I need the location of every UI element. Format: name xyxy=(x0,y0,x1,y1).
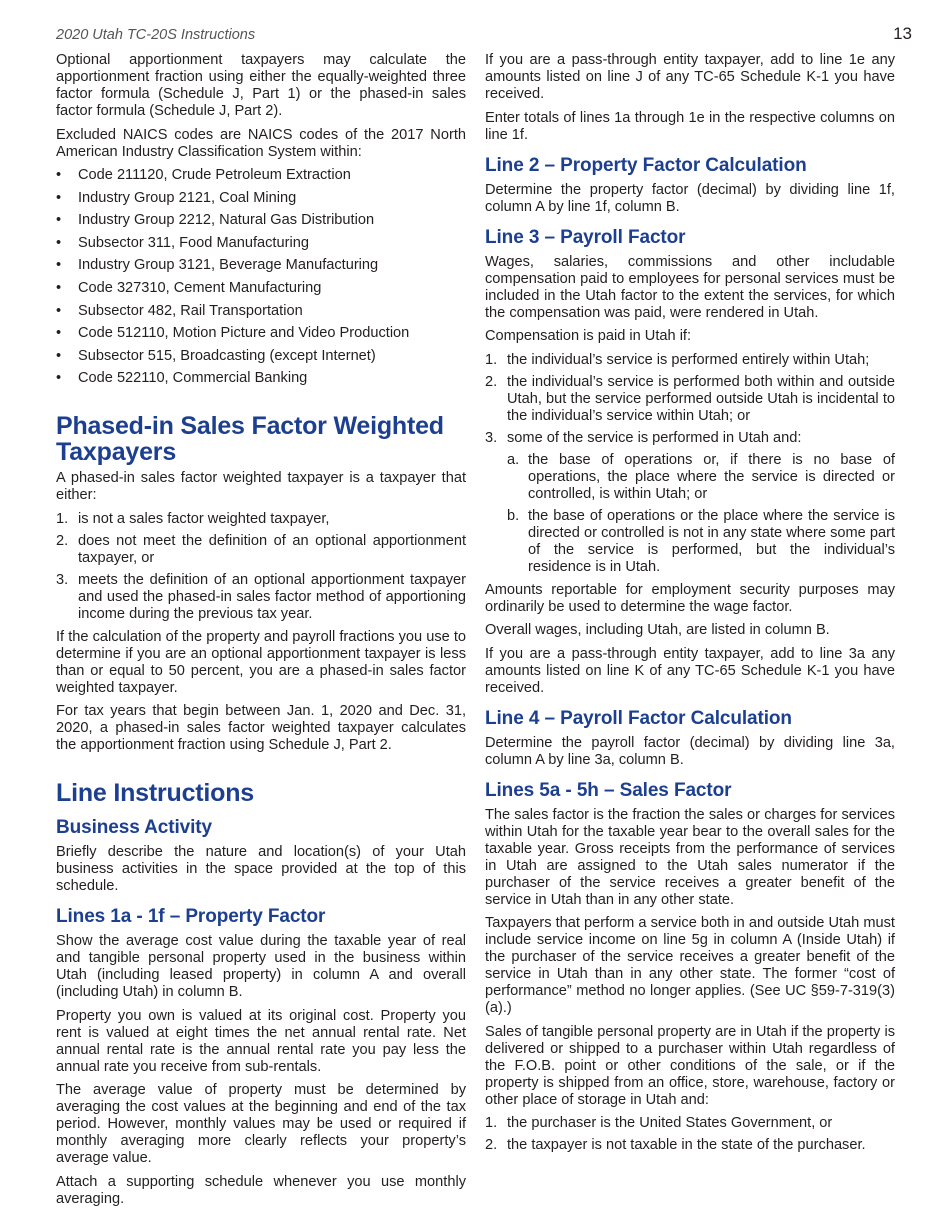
naics-list xyxy=(56,167,466,387)
subsection-heading: Business Activity xyxy=(56,817,212,839)
paragraph: If you are a pass-through entity taxpayer, add to line 1e any amounts listed on line J of any TC-65 Schedule K-1 you have received. xyxy=(485,52,895,102)
sub-list xyxy=(507,452,895,576)
paragraph: Overall wages, including Utah, are listed in column B. xyxy=(485,622,830,638)
list-item: • Subsector 515, Broadcasting (except Internet) xyxy=(56,348,466,365)
paragraph: Wages, salaries, commissions and other includable compensation paid to employees for personal services must be included in the Utah factor to the extent the services, for which the compensation was paid, were rendered in Utah. xyxy=(485,253,895,321)
list-item: • Code 327310, Cement Manufacturing xyxy=(56,280,466,297)
paragraph: A phased-in sales factor weighted taxpayer is a taxpayer that either: xyxy=(56,470,466,504)
list-item: • Code 512110, Motion Picture and Video Production xyxy=(56,325,466,342)
list-item: 3. meets the definition of an optional apportionment taxpayer and used the phased-in sales factor method of apportioning income during the previous tax year. xyxy=(56,571,466,622)
subsection-heading: Line 4 – Payroll Factor Calculation xyxy=(485,707,792,729)
paragraph: If you are a pass-through entity taxpayer, add to line 3a any amounts listed on line K of any TC-65 Schedule K-1 you have received. xyxy=(485,645,895,696)
paragraph: The average value of property must be determined by averaging the cost values at the beginning and end of the tax period. However, monthly values may be used or required if monthly averaging more clearly reflects your property’s average value. xyxy=(56,1082,466,1167)
paragraph: The sales factor is the fraction the sales or charges for services within Utah for the taxable year bear to the overall sales for the taxable year. Gross receipts from the performance of services in Utah are assigned to the Utah sales numerator if the purchaser of the service receives a greater benefit of the service in Utah than in any other state. xyxy=(485,806,895,908)
list-item: • Code 522110, Commercial Banking xyxy=(56,370,466,387)
paragraph: Show the average cost value during the taxable year of real and tangible personal property used in the business within Utah (including leased property) in column A and overall (including Utah) in column B. xyxy=(56,933,466,1001)
list-item: 1. the purchaser is the United States Government, or xyxy=(485,1115,833,1131)
paragraph: Excluded NAICS codes are NAICS codes of the 2017 North American Industry Classification System within: xyxy=(56,126,466,160)
list-item: • Subsector 482, Rail Transportation xyxy=(56,303,466,320)
list-item: 2. the individual’s service is performed both within and outside Utah, but the service performed outside Utah is incidental to the individual’s service within Utah; or xyxy=(485,373,895,424)
list-item: • Industry Group 2121, Coal Mining xyxy=(56,190,466,207)
list-item: 1. the individual’s service is performed entirely within Utah; xyxy=(485,351,870,368)
paragraph: For tax years that begin between Jan. 1, 2020 and Dec. 31, 2020, a phased-in sales factor weighted taxpayer calculates the apportionment fraction using Schedule J, Part 2. xyxy=(56,703,466,754)
paragraph: Amounts reportable for employment security purposes may ordinarily be used to determine the wage factor. xyxy=(485,581,895,615)
list-item: b. the base of operations or the place where the service is directed or controlled is not in any state where some part of the service is performed, but the individual’s residence is in Utah. xyxy=(507,507,895,575)
paragraph: Attach a supporting schedule whenever you use monthly averaging. xyxy=(56,1173,466,1207)
paragraph: Taxpayers that perform a service both in and outside Utah must include service income on line 5g in column A (Inside Utah) if the purchaser of the service receives a greater benefit of the service in Utah than in any other state. The former “cost of performance” method no longer applies. (See UC §59-7-319(3)(a).) xyxy=(485,915,895,1016)
paragraph: Property you own is valued at its original cost. Property you rent is valued at eight times the net annual rental rate. Net annual rental rate is the annual rental rate you pay less the annual rate you receive from sub-rentals. xyxy=(56,1007,466,1075)
list-item: • Industry Group 2212, Natural Gas Distribution xyxy=(56,212,466,229)
list-item: • Code 211120, Crude Petroleum Extraction xyxy=(56,167,466,184)
page-number: 13 xyxy=(893,24,912,43)
paragraph: Briefly describe the nature and location(s) of your Utah business activities in the space provided at the top of this schedule. xyxy=(56,844,466,895)
paragraph: Compensation is paid in Utah if: xyxy=(485,328,692,344)
paragraph: Determine the property factor (decimal) by dividing line 1f, column A by line 1f, column B. xyxy=(485,181,895,215)
paragraph: Determine the payroll factor (decimal) by dividing line 3a, column A by line 3a, column B. xyxy=(485,734,895,768)
paragraph: Enter totals of lines 1a through 1e in the respective columns on line 1f. xyxy=(485,109,895,143)
paragraph: Optional apportionment taxpayers may calculate the apportionment fraction using either the equally-weighted three factor formula (Schedule J, Part 1) or the phased-in sales factor formula (Schedule J, Part 2). xyxy=(56,52,466,119)
compensation-list xyxy=(485,352,895,576)
phased-list xyxy=(56,511,466,623)
list-item: 2. the taxpayer is not taxable in the state of the purchaser. xyxy=(485,1137,866,1153)
subsection-heading: Lines 5a - 5h – Sales Factor xyxy=(485,779,732,801)
left-column xyxy=(56,52,466,1214)
list-item: • Subsector 311, Food Manufacturing xyxy=(56,235,466,252)
sales-list xyxy=(485,1115,895,1154)
list-item: 2. does not meet the definition of an optional apportionment taxpayer, or xyxy=(56,532,466,566)
running-header: 2020 Utah TC-20S Instructions xyxy=(56,27,256,43)
subsection-heading: Line 2 – Property Factor Calculation xyxy=(485,154,807,176)
subsection-heading: Line 3 – Payroll Factor xyxy=(485,226,686,248)
paragraph: If the calculation of the property and payroll fractions you use to determine if you are an optional apportionment taxpayer is less than or equal to 50 percent, you are a phased-in sales factor weighted taxpayer. xyxy=(56,628,466,696)
section-heading: Phased-in Sales Factor Weighted Taxpayers xyxy=(56,412,444,467)
paragraph: Sales of tangible personal property are in Utah if the property is delivered or shipped to a purchaser within Utah regardless of the F.O.B. point or other conditions of the sale, or if the property is shipped from an office, store, warehouse, factory or other place of storage in Utah and: xyxy=(485,1023,895,1108)
right-column xyxy=(485,52,895,1160)
section-heading: Line Instructions xyxy=(56,779,255,808)
subsection-heading: Lines 1a - 1f – Property Factor xyxy=(56,906,326,928)
list-item: • Industry Group 3121, Beverage Manufacturing xyxy=(56,257,466,274)
list-item: 3. some of the service is performed in Utah and: a. the base of operations or, if there is no base of operations, the place where the service is directed or controlled, is within Utah; or b. the base of operations or the place where the service is directed or controlled is not in any state where some part of the service is performed, but the individual’s residence is in Utah. xyxy=(485,429,895,575)
list-item: a. the base of operations or, if there is no base of operations, the place where the service is directed or controlled, is within Utah; or xyxy=(507,451,895,502)
list-item: 1. is not a sales factor weighted taxpayer, xyxy=(56,510,330,527)
